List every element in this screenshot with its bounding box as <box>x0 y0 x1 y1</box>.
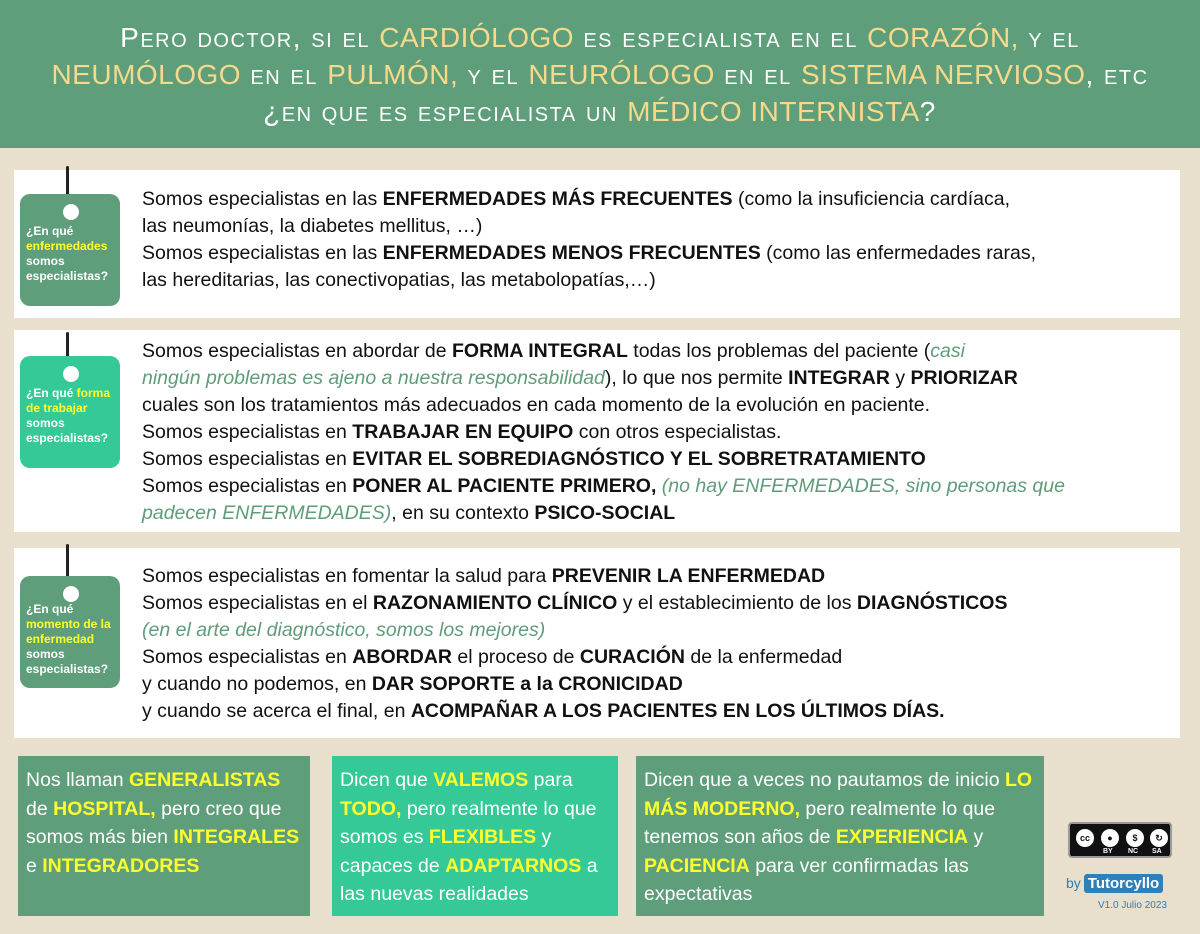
version-label: V1.0 Julio 2023 <box>1098 900 1167 911</box>
tag-enfermedades: ¿En qué enfermedades somos especialistas? <box>20 194 120 306</box>
header-banner <box>0 0 1200 148</box>
tag-hole-icon <box>63 366 79 382</box>
box-flexibles: Dicen que VALEMOS para TODO, pero realmente lo que somos es FLEXIBLES y capaces de ADAPTARNOS a las nuevas realidades <box>332 756 618 916</box>
tag-hole-icon <box>63 204 79 220</box>
cc-license-badge <box>1068 822 1172 858</box>
brand-signature: by Tutorcyllo <box>1066 874 1163 893</box>
panel-forma-trabajar <box>14 330 1180 532</box>
box-experiencia: Dicen que a veces no pautamos de inicio LO MÁS MODERNO, pero realmente lo que tenemos son años de EXPERIENCIA y PACIENCIA para ver confirmadas las expectativas <box>636 756 1044 916</box>
panel-enfermedades-text: Somos especialistas en las ENFERMEDADES MÁS FRECUENTES (como la insuficiencia cardíaca, las neumonías, la diabetes mellitus, …) Somos especialistas en las ENFERMEDADES MENOS FRECUENTES (como las enfermedades raras, las hereditarias, las conectivopatias, las metabolopatías,…) <box>142 188 1037 291</box>
by-icon: ● <box>1099 827 1121 849</box>
tutorcyllo-logo: Tutorcyllo <box>1084 874 1163 893</box>
nc-icon: $ <box>1124 827 1146 849</box>
header-title: Pero doctor, si el CARDIÓLOGO es especialista en el CORAZÓN, y el NEUMÓLOGO en el PULMÓN, y el NEURÓLOGO en el SISTEMA NERVIOSO, etc ¿en que es especialista un MÉDICO INTERNISTA? <box>51 21 1149 127</box>
panel-forma-trabajar-text: Somos especialistas en abordar de FORMA INTEGRAL todas los problemas del paciente (casi ningún problemas es ajeno a nuestra responsabilidad), lo que nos permite INTEGRAR y PRIORIZAR cuales son los tratamientos más adecuados en cada momento de la evolución en paciente. Somos especialistas en TRABAJAR EN EQUIPO con otros especialistas. Somos especialistas en EVITAR EL SOBREDIAGNÓSTICO Y EL SOBRETRATAMIENTO Somos especialistas en PONER AL PACIENTE PRIMERO, (no hay ENFERMEDADES, sino personas que padecen ENFERMEDADES), en su contexto PSICO-SOCIAL <box>142 340 1065 524</box>
box-generalistas: Nos llaman GENERALISTAS de HOSPITAL, pero creo que somos más bien INTEGRALES e INTEGRADORES <box>18 756 310 916</box>
panel-enfermedades <box>14 170 1180 318</box>
nc-label: NC <box>1128 848 1139 855</box>
sa-label: SA <box>1152 848 1162 855</box>
tag-hole-icon <box>63 586 79 602</box>
panel-momento-enfermedad <box>14 548 1180 738</box>
panel-momento-enfermedad-text: Somos especialistas en fomentar la salud para PREVENIR LA ENFERMEDAD Somos especialistas en el RAZONAMIENTO CLÍNICO y el establecimiento de los DIAGNÓSTICOS (en el arte del diagnóstico, somos los mejores) Somos especialistas en ABORDAR el proceso de CURACIÓN de la enfermedad y cuando no podemos, en DAR SOPORTE a la CRONICIDAD y cuando se acerca el final, en ACOMPAÑAR A LOS PACIENTES EN LOS ÚLTIMOS DÍAS. <box>142 565 1008 722</box>
tag-momento-enfermedad: ¿En qué momento de la enfermedad somos especialistas? <box>20 576 120 688</box>
cc-icon: cc <box>1074 827 1096 849</box>
sa-icon: ↻ <box>1148 827 1170 849</box>
tag-forma-trabajar: ¿En qué forma de trabajar somos especialistas? <box>20 356 120 468</box>
by-label: BY <box>1103 848 1113 855</box>
